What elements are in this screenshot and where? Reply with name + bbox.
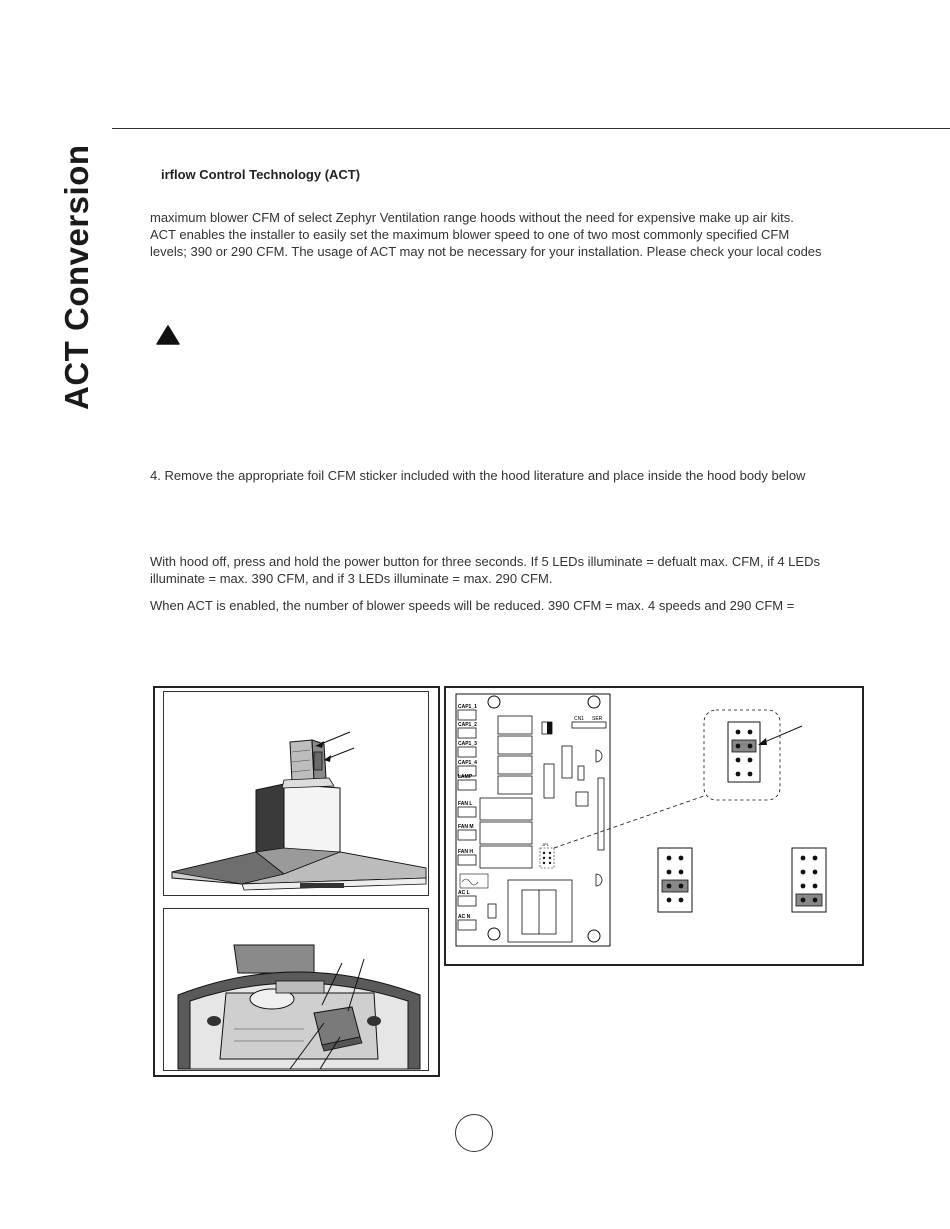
intro-line: levels; 390 or 290 CFM. The usage of ACT may not be necessary for your installation. Please check your local codes xyxy=(150,244,822,259)
control-board-panel xyxy=(444,686,864,966)
check-line: With hood off, press and hold the power button for three seconds. If 5 LEDs illuminate = defualt max. CFM, if 4 LEDs xyxy=(150,554,820,569)
board-label: JP1 xyxy=(542,842,549,847)
intro-line: ACT enables the installer to easily set the maximum blower speed to one of two most commonly specified CFM xyxy=(150,227,790,242)
board-label: FAN L xyxy=(458,801,473,807)
intro-paragraph xyxy=(150,209,885,260)
board-label: AC L xyxy=(458,890,470,896)
hood-underside-figure xyxy=(163,908,429,1071)
step-4-text: 4. Remove the appropriate foil CFM sticker included with the hood literature and place inside the hood body below xyxy=(150,468,806,483)
board-label: LAMP xyxy=(458,774,473,780)
hood-underside-drawing xyxy=(164,909,428,1070)
section-heading: irflow Control Technology (ACT) xyxy=(161,167,361,182)
page-number-circle xyxy=(455,1114,493,1152)
warning-triangle-icon xyxy=(156,325,180,345)
speeds-text: When ACT is enabled, the number of blower speeds will be reduced. 390 CFM = max. 4 speeds and 290 CFM = xyxy=(150,598,795,613)
board-label: CAP1_2 xyxy=(458,722,477,728)
board-label: AC N xyxy=(458,914,471,920)
board-label: CAP1_4 xyxy=(458,760,477,766)
board-label: FAN H xyxy=(458,849,473,855)
board-label: CAP1_1 xyxy=(458,704,477,710)
hood-figure xyxy=(163,691,429,896)
check-line: illuminate = max. 390 CFM, and if 3 LEDs illuminate = max. 290 CFM. xyxy=(150,571,553,586)
control-board-diagram xyxy=(446,688,862,964)
check-paragraph xyxy=(150,553,885,587)
board-label: SER xyxy=(592,716,603,722)
board-label: FAN M xyxy=(458,824,474,830)
header-rule xyxy=(112,128,950,129)
intro-line: maximum blower CFM of select Zephyr Ventilation range hoods without the need for expensive make up air kits. xyxy=(150,210,794,225)
board-label: CAP1_3 xyxy=(458,741,477,747)
section-title: ACT Conversion xyxy=(58,144,95,410)
board-label: CN1 xyxy=(574,716,585,722)
range-hood-drawing xyxy=(164,692,428,895)
hood-figures-panel xyxy=(153,686,440,1077)
